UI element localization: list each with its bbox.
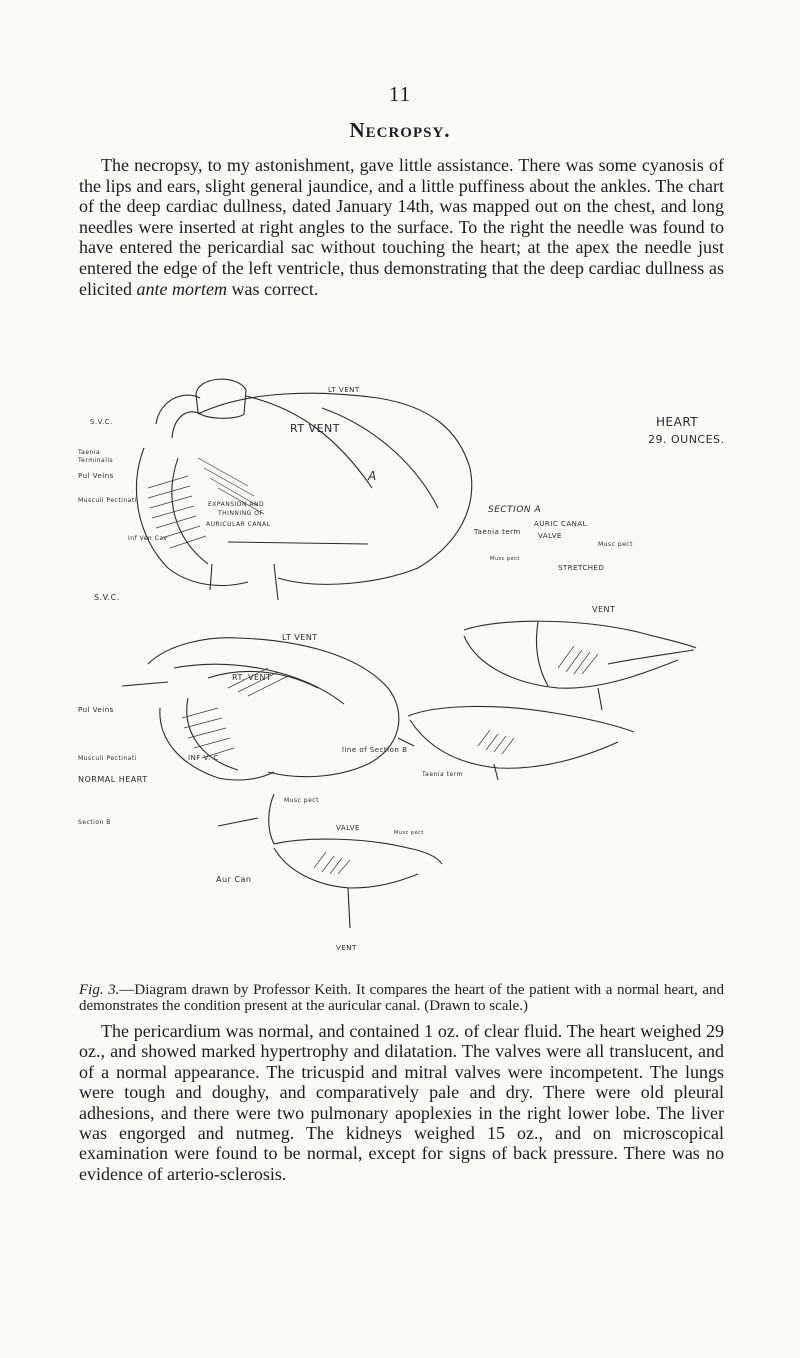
heart-weight-ounces: 29. OUNCES. [648, 433, 725, 446]
lt-vent-bottom-label: LT VENT [282, 633, 318, 642]
musc-pect-b: Musc pect [284, 797, 319, 804]
section-a-title: SECTION A [488, 505, 542, 515]
normal-heart-drawing [122, 638, 399, 780]
lt-vent-label: LT VENT [328, 386, 360, 394]
necropsy-paragraph [79, 155, 724, 299]
expansion-label-2: THINNING OF [218, 510, 264, 517]
section-a-drawing [464, 621, 696, 710]
figure-number: Fig. 3. [79, 982, 120, 998]
figure-caption-text: —Diagram drawn by Professor Keith. It compares the heart of the patient with a normal heart, and demonstrates the condition present at the auricular canal. (Drawn to scale.) [79, 982, 724, 1014]
heart-diagram-figure [78, 368, 728, 788]
expansion-label-3: AURICULAR CANAL [206, 521, 271, 528]
heart-diagram-lower [78, 788, 728, 978]
figure-caption [79, 982, 724, 1014]
paragraph-text-end: was correct. [226, 278, 319, 299]
section-b-label: Section B [78, 819, 111, 826]
valve-b: VALVE [336, 824, 360, 832]
musculi-bottom-label: Musculi Pectinati [78, 755, 137, 762]
musc-pect-b2: Musc pect [394, 830, 424, 836]
section-b-lower-drawing [218, 794, 442, 928]
musc-pect-a: Musc pect [598, 541, 633, 548]
ivc-label: Inf Ven Cav [128, 535, 168, 542]
findings-paragraph: The pericardium was normal, and contained 1 oz. of clear fluid. The heart weighed 29 oz., and showed marked hypertrophy and dilatation. The valves were all translucent, and of a normal appearance. The tricuspid and mitral valves were incompetent. The lungs were tough and doughy, and comparatively pale and dry. There were old pleural adhesions, and there were two pulmonary apoplexies in the right lower lobe. The liver was engorged and nutmeg. The kidneys weighed 15 oz., and on microscopical examination were found to be normal, except for signs of back pressure. There was no evidence of arterio-sclerosis. [79, 1021, 724, 1184]
normal-heart-label: NORMAL HEART [78, 775, 148, 784]
page-number: 11 [388, 82, 412, 106]
ivc-bottom-label: INF V. C [188, 754, 219, 762]
section-b-labels [78, 797, 424, 952]
pul-veins-label: Pul Veins [78, 472, 114, 480]
terminalis-label: Terminalis [78, 457, 114, 464]
ante-mortem-italic: ante mortem [136, 278, 227, 299]
heart-weight-label: HEART [656, 415, 699, 429]
rt-vent-label: RT VENT [290, 422, 340, 435]
patient-heart-drawing [136, 379, 471, 600]
paragraph-text: The necropsy, to my astonishment, gave little assistance. There was some cyanosis of the lips and ears, slight general jaundice, and a little puffiness about the ankles. The chart of the deep cardiac dullness, dated January 14th, was mapped out on the chest, and long needles were inserted at right angles to the surface. To the right the needle was found to have entered the pericardial sac without touching the heart; at the apex the needle just entered the edge of the left ventricle, thus demonstrating that the deep cardiac dullness as elicited [79, 155, 724, 299]
musculi-pectinati-label: Musculi Pectinati [78, 497, 137, 504]
auric-canal-a: AURIC CANAL [534, 520, 588, 528]
svc-bottom-label: S.V.C. [94, 593, 120, 602]
aur-can-b: Aur Can [216, 875, 252, 884]
taenia-term-b: Taenia term [422, 771, 463, 778]
heart-diagram [78, 368, 728, 788]
section-heading: Necropsy. [349, 118, 451, 142]
taenia-label: Taenia [78, 449, 101, 456]
valve-a: VALVE [538, 532, 562, 540]
stretched-label: STRETCHED [558, 564, 605, 572]
diagram-labels [78, 386, 725, 784]
expansion-label-1: EXPANSION AND [208, 501, 265, 508]
vent-a-label: VENT [592, 605, 616, 614]
pul-veins-bottom-label: Pul Veins [78, 706, 114, 714]
section-a-marker: A [368, 469, 377, 483]
musc-pect-a2: Musc pect [490, 556, 520, 562]
svc-label: S.V.C. [90, 418, 113, 426]
taenia-term-a: Taenia term [474, 528, 521, 536]
rt-vent-bottom-label: RT. VENT [232, 673, 272, 682]
vent-b: VENT [336, 944, 357, 952]
section-b-drawing [398, 706, 634, 780]
line-of-section-b: line of Section B [342, 746, 408, 754]
